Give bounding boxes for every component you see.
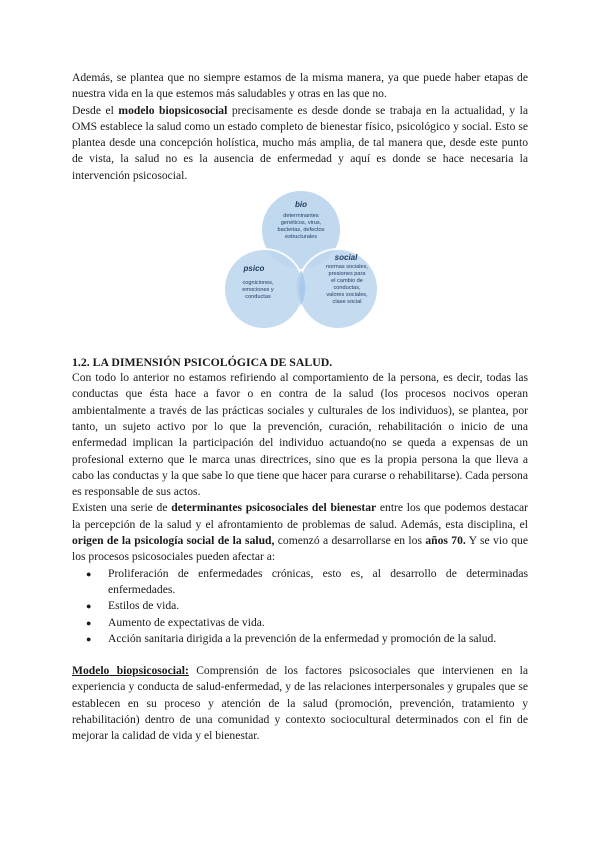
paragraph-determinants: Existen una serie de determinantes psicosociales del bienestar entre los que podemos destacar la percepción de la salud y el afrontamiento de problemas de salud. Además, esta disciplina, el origen de la psicología social de la salud, comenzó a desarrollarse en los años 70. Y se vio que los procesos psicosociales pueden afectar a: [72, 501, 528, 564]
paragraph-model-definition: Modelo biopsicosocial: Comprensión de los factores psicosociales que intervienen en la experiencia y conducta de salud-enfermedad, y de las relaciones interpersonales y grupales que se establecen en su proceso y atención de la salud (promoción, prevención, tratamiento y rehabilitación) dentro de una comunidad y contexto sociocultural determinados con el fin de mejorar la calidad de vida y el bienestar. [72, 664, 528, 743]
venn-text-psico: cogniciones, emociones y conductas [242, 280, 274, 301]
venn-text-bio: determinantes genéticos, virus, bacterias, defectos estructurales [277, 213, 325, 241]
bullet-icon: ● [86, 601, 92, 612]
bold-term: modelo biopsicosocial [118, 103, 228, 117]
venn-text-social: normas sociales, presiones para el cambio de conductas, valores sociales, clase social [326, 264, 368, 306]
paragraph-behavior: Con todo lo anterior no estamos refiriendo al comportamiento de la persona, es decir, todas las conductas que ésta hace a favor o en contra de la salud (los procesos nocivos operan ambientalmente a través de las prácticas sociales y culturales de los individuos), se plantea, por tanto, un sujeto activo por lo que la prevención, curación, rehabilitación o inicio de una enfermedad implican la participación del individuo actuando(no se queda a expensas de un profesional externo que le marca unas directrices, sino que es la propia persona la que lleva a cabo las conductas y la que sabe lo que tiene que hacer para curarse o rehabilitarse). Cada persona es responsable de sus actos. [72, 371, 528, 499]
definition-term: Modelo biopsicosocial: [72, 664, 189, 678]
bullet-icon: ● [86, 617, 92, 628]
bullet-icon: ● [86, 633, 92, 644]
venn-label-psico: psico [243, 264, 265, 274]
list-item: ● Estilos de vida. [72, 598, 528, 614]
bullet-list [72, 566, 528, 647]
bullet-icon: ● [86, 568, 92, 579]
paragraph-biopsychosocial: Desde el modelo biopsicosocial precisamente es desde donde se trabaja en la actualidad, y la OMS establece la salud como un estado completo de bienestar físico, psicológico y social. Esto se plantea desde una concepción holística, mucho más amplia, de tal manera que, desde este punto de vista, la salud no es la ausencia de enfermedad y aquí es donde se hace necesaria la intervención psicosocial. [72, 103, 528, 182]
document-page [72, 70, 528, 745]
venn-label-bio: bio [295, 200, 307, 210]
paragraph-intro: Además, se plantea que no siempre estamos de la misma manera, ya que puede haber etapas de nuestra vida en la que estemos más saludables y otras en las que no. [72, 71, 528, 101]
venn-label-social: social [334, 253, 358, 263]
venn-diagram [72, 186, 528, 338]
list-item: ● Acción sanitaria dirigida a la prevención de la enfermedad y promoción de la salud. [72, 631, 528, 647]
section-heading: 1.2. LA DIMENSIÓN PSICOLÓGICA DE SALUD. [72, 355, 333, 370]
list-item: ● Proliferación de enfermedades crónicas, esto es, al desarrollo de determinadas enfermedades. [86, 566, 528, 596]
list-item: ● Aumento de expectativas de vida. [72, 615, 528, 631]
